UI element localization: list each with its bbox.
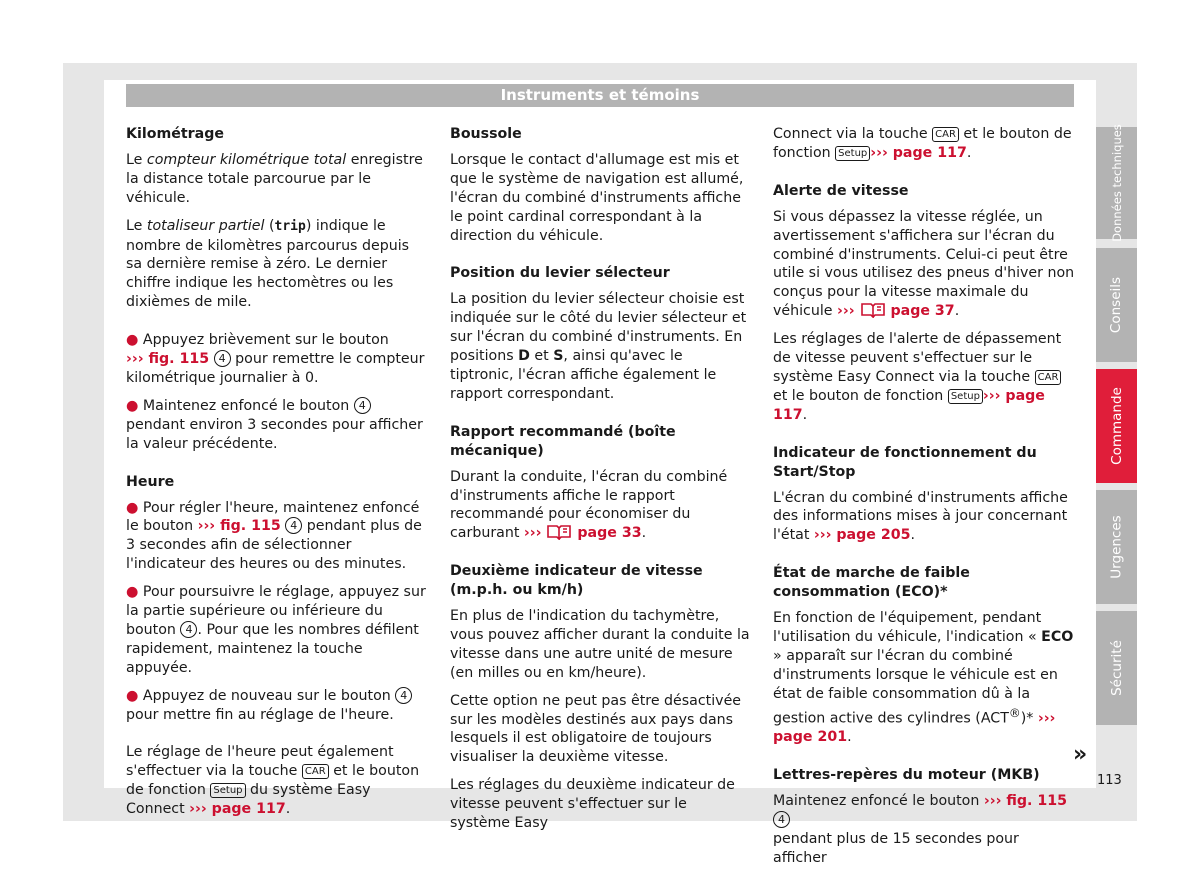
heading-second-speed: Deuxième indicateur de vitesse (m.p.h. ou km/h)	[450, 563, 703, 599]
continue-mark: »	[1073, 742, 1088, 767]
heading-recommended-gear: Rapport recommandé (boîte mécanique)	[450, 423, 676, 459]
car-key-icon: CAR	[302, 764, 329, 779]
bullet-icon: ●	[126, 397, 139, 414]
fig-reference-link[interactable]: ››› fig. 115	[197, 518, 281, 535]
heading-kilometrage: Kilométrage	[126, 126, 225, 142]
heading-selector-lever: Position du levier sélecteur	[450, 265, 670, 282]
callout-4-icon: 4	[354, 397, 371, 414]
paragraph-odometer: Le compteur kilométrique total enregistre la distance totale parcourue par le véhicule.	[126, 151, 423, 206]
page-number: 113	[1097, 773, 1122, 788]
page-reference-link[interactable]: ››› page 117	[189, 801, 286, 818]
tab-conseils[interactable]: Conseils	[1096, 248, 1137, 362]
bullet-previous-value: ● Maintenez enfoncé le bouton 4 pendant environ 3 secondes pour afficher la valeur précédente.	[126, 397, 423, 452]
paragraph-alert-settings: Les réglages de l'alerte de dépassement de vitesse peuvent s'effectuer sur le système Easy Connect via la touche CAR et le bouton de fonction Setup ››› page 117.	[773, 331, 1062, 423]
tab-securite[interactable]: Sécurité	[1096, 611, 1137, 725]
heading-boussole: Boussole	[450, 126, 522, 142]
paragraph-settings: Les réglages du deuxième indicateur de vitesse peuvent s'effectuer sur le système Easy	[450, 777, 735, 832]
page-reference-link[interactable]: ››› page 33	[523, 525, 642, 542]
callout-4-icon: 4	[285, 517, 302, 534]
bullet-icon: ●	[126, 499, 139, 516]
paragraph-eco: En fonction de l'équipement, pendant l'utilisation du véhicule, l'indication « ECO » apparaît sur l'écran du combiné d'instruments lorsque le véhicule est en état de faible consommation dû à la gestion active des cylindres (ACT®)* ››› page 201.	[773, 610, 1074, 746]
bullet-set-time: ● Pour régler l'heure, maintenez enfoncé le bouton ››› fig. 115 4 pendant plus de 3 secondes afin de sélectionner l'indicateur des heures ou des minutes.	[126, 499, 422, 573]
book-reference-icon	[546, 524, 572, 540]
paragraph-start-stop: L'écran du combiné d'instruments affiche des informations mises à jour concernant l'état ››› page 205.	[773, 489, 1068, 544]
setup-key-icon: Setup	[948, 389, 983, 404]
car-key-icon: CAR	[932, 127, 959, 142]
paragraph-mkb: Maintenez enfoncé le bouton ››› fig. 115 4 pendant plus de 15 secondes pour afficher	[773, 793, 1067, 866]
paragraph-second-speed: En plus de l'indication du tachymètre, vous pouvez afficher durant la conduite la vitesse dans une autre unité de mesure (en milles ou en km/heure).	[450, 608, 750, 681]
tab-commande[interactable]: Commande	[1096, 369, 1137, 483]
column-3	[773, 125, 1075, 877]
bullet-icon: ●	[126, 584, 139, 601]
tab-urgences[interactable]: Urgences	[1096, 490, 1137, 604]
fig-reference-link[interactable]: ››› fig. 115	[983, 793, 1067, 810]
bullet-icon: ●	[126, 687, 139, 704]
column-1	[126, 125, 426, 828]
page-reference-link[interactable]: ››› page 117	[773, 387, 1045, 423]
trip-label: trip	[274, 218, 306, 234]
column-2	[450, 125, 750, 842]
tab-donnees-techniques[interactable]: Données techniques	[1096, 127, 1137, 239]
heading-heure: Heure	[126, 473, 175, 490]
paragraph-speed-alert: Si vous dépassez la vitesse réglée, un avertissement s'affichera sur l'écran du combiné d'instruments. Celui-ci peut être utile si vous utilisez des pneus d'hiver non conçus pour la vitesse maximale du véhicule ››› page 37.	[773, 208, 1075, 320]
page-reference-link[interactable]: ››› page 117	[870, 144, 967, 161]
bullet-icon: ●	[126, 332, 139, 349]
heading-eco: État de marche de faible consommation (ECO)*	[773, 565, 970, 601]
paragraph-recommended-gear: Durant la conduite, l'écran du combiné d'instruments affiche le rapport recommandé pour économiser du carburant ››› page 33.	[450, 468, 728, 542]
fig-reference-link[interactable]: ››› fig. 115	[126, 351, 210, 368]
book-reference-icon	[860, 302, 886, 318]
callout-4-icon: 4	[773, 811, 790, 828]
paragraph-connect-continued: Connect via la touche CAR et le bouton de fonction Setup ››› page 117.	[773, 126, 1072, 161]
setup-key-icon: Setup	[210, 783, 245, 798]
callout-4-icon: 4	[395, 687, 412, 704]
page-reference-link[interactable]: ››› page 205	[813, 527, 911, 544]
setup-key-icon: Setup	[835, 146, 870, 161]
paragraph-easy-connect: Le réglage de l'heure peut également s'effectuer via la touche CAR et le bouton de fonction Setup du système Easy Connect ››› page 117.	[126, 744, 420, 818]
page-reference-link[interactable]: ››› page 37	[837, 303, 955, 320]
bullet-reset-trip: ● Appuyez brièvement sur le bouton ››› fig. 115 4 pour remettre le compteur kilométrique journalier à 0.	[126, 332, 425, 386]
bullet-end-setting: ● Appuyez de nouveau sur le bouton 4 pour mettre fin au réglage de l'heure.	[126, 687, 426, 725]
paragraph-selector-lever: La position du levier sélecteur choisie est indiquée sur le côté du levier sélecteur et sur l'écran du combiné d'instruments. En positions D et S, ainsi qu'avec le tiptronic, l'écran affiche également le rapport correspondant.	[450, 291, 747, 402]
heading-start-stop: Indicateur de fonctionnement du Start/Stop	[773, 444, 1037, 480]
paragraph-cannot-disable: Cette option ne peut pas être désactivée sur les modèles destinés aux pays dans lesquels il est obligatoire de toujours visualiser la deuxième vitesse.	[450, 692, 742, 766]
paragraph-trip: Le totaliseur partiel (trip) indique le nombre de kilomètres parcourus depuis sa dernière remise à zéro. Le dernier chiffre indique les hectomètres ou les dixièmes de mile.	[126, 217, 410, 311]
callout-4-icon: 4	[180, 621, 197, 638]
heading-mkb: Lettres-repères du moteur (MKB)	[773, 767, 1040, 784]
callout-4-icon: 4	[214, 350, 231, 367]
bullet-continue-setting: ● Pour poursuivre le réglage, appuyez sur la partie supérieure ou inférieure du bouton 4 . Pour que les nombres défilent rapidement, maintenez la touche appuyée.	[126, 584, 426, 676]
section-header: Instruments et témoins	[126, 84, 1074, 107]
car-key-icon: CAR	[1035, 370, 1062, 385]
heading-speed-alert: Alerte de vitesse	[773, 182, 909, 199]
page-reference-link[interactable]: ››› page 201	[773, 710, 1056, 746]
paragraph-compass: Lorsque le contact d'allumage est mis et que le système de navigation est allumé, l'écran du combiné d'instruments affiche le point cardinal correspondant à la direction du véhicule.	[450, 151, 744, 244]
